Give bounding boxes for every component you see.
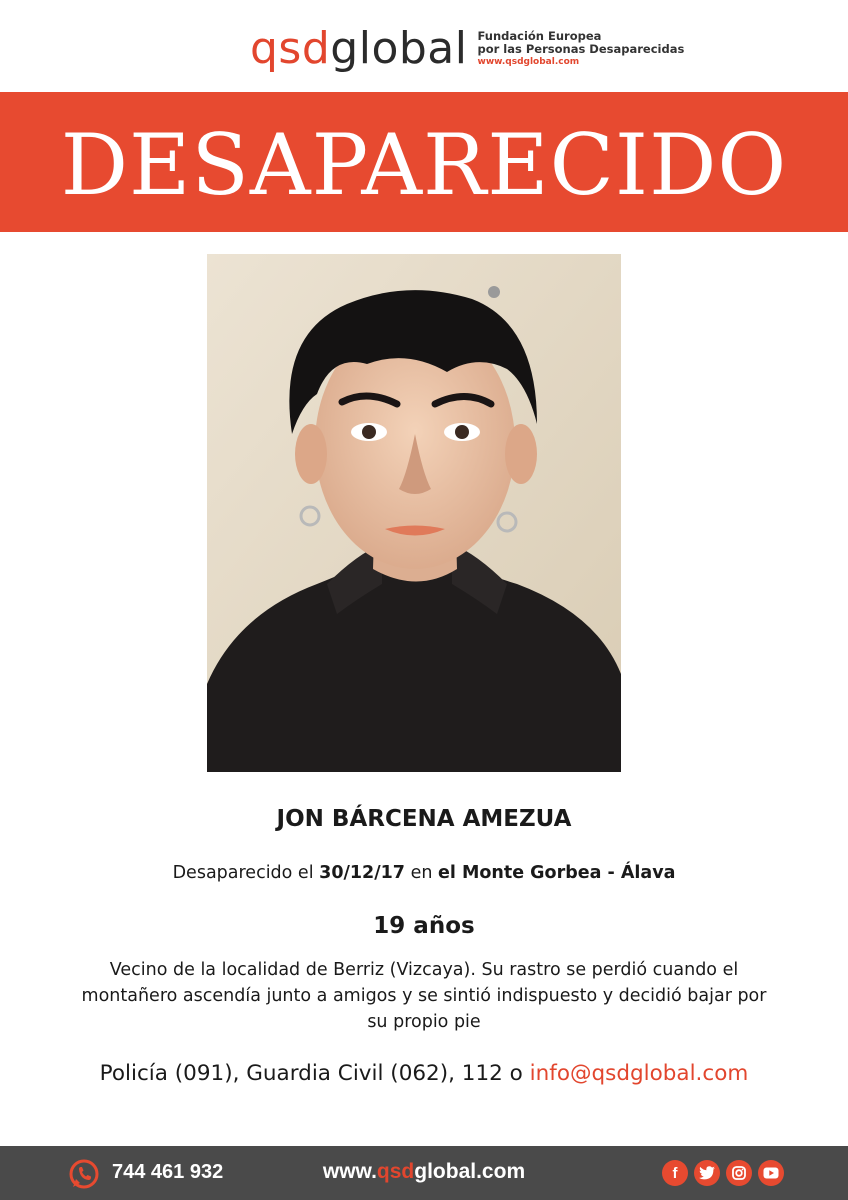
portrait-illustration [207, 254, 621, 772]
site-suffix: global.com [414, 1160, 526, 1183]
org-name-line2: por las Personas Desaparecidas [477, 42, 685, 56]
missing-mid: en [410, 863, 433, 883]
logo-tagline [478, 27, 685, 71]
person-name: JON BÁRCENA AMEZUA [276, 806, 572, 832]
contact-text: Policía (091), Guardia Civil (062), 112 o [99, 1061, 523, 1086]
org-name-line1: Fundación Europea [477, 29, 602, 43]
logo-wordmark [250, 23, 468, 74]
logo-wordmark-global: global [330, 23, 468, 74]
contact-line [0, 1061, 848, 1086]
missing-prefix: Desaparecido el [172, 863, 314, 883]
twitter-icon[interactable] [694, 1160, 720, 1186]
footer [0, 1146, 848, 1200]
site-prefix: www. [322, 1160, 377, 1183]
contact-email-link[interactable]: info@qsdglobal.com [529, 1061, 749, 1086]
qsdglobal-logo[interactable] [250, 24, 684, 74]
person-description: Vecino de la localidad de Berriz (Vizcaya). Su rastro se perdió cuando el montañero ascendía junto a amigos y se sintió indispuesto y decidió bajar por su propio pie [81, 960, 767, 1032]
person-age: 19 años [373, 913, 475, 939]
org-url: www.qsdglobal.com [477, 57, 580, 67]
header [0, 0, 848, 92]
instagram-icon[interactable] [726, 1160, 752, 1186]
missing-banner [0, 92, 848, 232]
banner-title: DESAPARECIDO [60, 116, 788, 214]
facebook-icon[interactable]: f [662, 1160, 688, 1186]
social-links [662, 1160, 784, 1186]
footer-phone[interactable]: 744 461 932 [112, 1161, 224, 1183]
missing-place: el Monte Gorbea - Álava [438, 863, 676, 883]
missing-date: 30/12/17 [319, 863, 405, 883]
missing-person-photo [207, 254, 621, 772]
missing-details [0, 863, 848, 883]
site-accent: qsd [376, 1160, 415, 1183]
logo-wordmark-qsd: qsd [250, 23, 331, 74]
youtube-icon[interactable] [758, 1160, 784, 1186]
